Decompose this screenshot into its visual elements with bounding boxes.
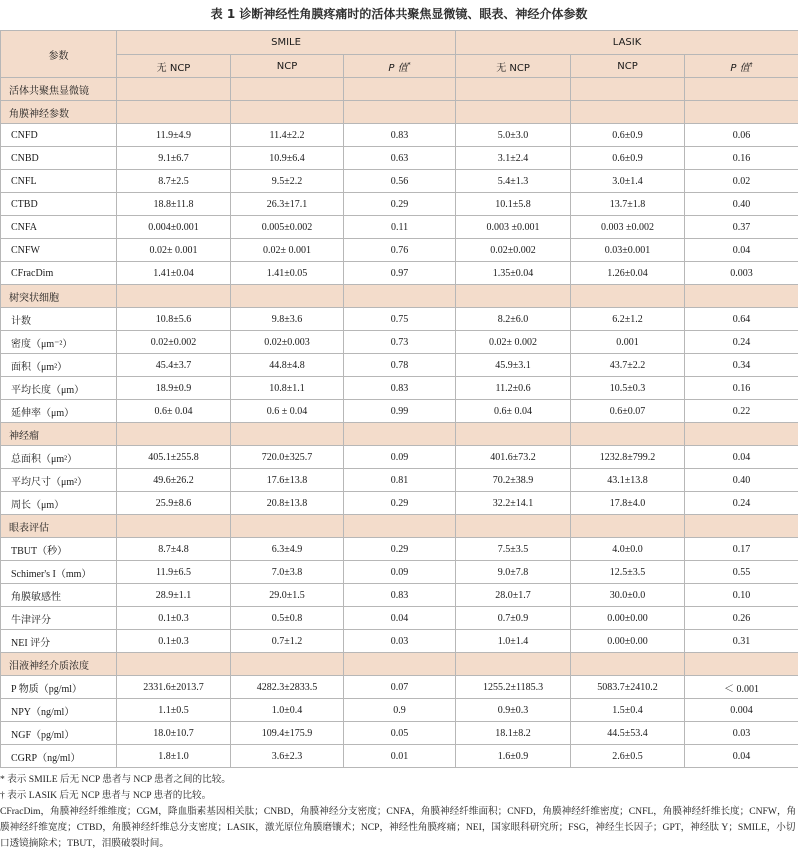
section-title: 神经瘤 — [1, 423, 117, 446]
table-cell: 0.003 ±0.002 — [571, 216, 685, 239]
table-cell: 0.1±0.3 — [117, 607, 231, 630]
table-cell: 0.02± 0.002 — [456, 331, 571, 354]
table-cell: 1232.8±799.2 — [571, 446, 685, 469]
section-blank-cell — [117, 653, 231, 676]
section-title: 眼表评估 — [1, 515, 117, 538]
section-blank-cell — [571, 101, 685, 124]
table-cell: 0.73 — [344, 331, 456, 354]
table-title: 表 1 诊断神经性角膜疼痛时的活体共聚焦显微镜、眼表、神经介体参数 — [0, 5, 798, 22]
section-blank-cell — [117, 101, 231, 124]
header-row-groups — [1, 31, 798, 55]
table-cell: 0.04 — [685, 239, 798, 262]
table-cell: 1.5±0.4 — [571, 699, 685, 722]
table-row — [1, 147, 798, 170]
table-cell: 0.5±0.8 — [231, 607, 344, 630]
table-cell: 0.24 — [685, 492, 798, 515]
table-cell: 0.40 — [685, 193, 798, 216]
table-cell: 7.5±3.5 — [456, 538, 571, 561]
table-cell: 18.1±8.2 — [456, 722, 571, 745]
table-cell: 5083.7±2410.2 — [571, 676, 685, 699]
table-cell: 1.41±0.05 — [231, 262, 344, 285]
table-cell: 0.75 — [344, 308, 456, 331]
table-cell: 44.5±53.4 — [571, 722, 685, 745]
table-cell: 1.26±0.04 — [571, 262, 685, 285]
data-table — [0, 30, 798, 768]
section-blank-cell — [231, 423, 344, 446]
table-cell: 0.03 — [344, 630, 456, 653]
table-notes — [0, 772, 798, 852]
table-cell: 0.9±0.3 — [456, 699, 571, 722]
table-cell: 0.02±0.003 — [231, 331, 344, 354]
section-blank-cell — [344, 423, 456, 446]
table-cell: 4282.3±2833.5 — [231, 676, 344, 699]
table-row — [1, 170, 798, 193]
row-label: CTBD — [1, 193, 117, 216]
table-cell: 109.4±175.9 — [231, 722, 344, 745]
row-label: CNFL — [1, 170, 117, 193]
row-label: 平均尺寸（μm²） — [1, 469, 117, 492]
table-row — [1, 400, 798, 423]
table-cell: 18.9±0.9 — [117, 377, 231, 400]
table-cell: 26.3±17.1 — [231, 193, 344, 216]
header-smile-no-ncp: 无 NCP — [117, 55, 231, 78]
table-row — [1, 745, 798, 768]
row-label: CFracDim — [1, 262, 117, 285]
table-row — [1, 699, 798, 722]
table-cell: 0.02±0.002 — [117, 331, 231, 354]
section-row — [1, 285, 798, 308]
section-blank-cell — [456, 653, 571, 676]
section-blank-cell — [571, 515, 685, 538]
table-row — [1, 676, 798, 699]
row-label: NPY（ng/ml） — [1, 699, 117, 722]
table-cell: 11.4±2.2 — [231, 124, 344, 147]
table-cell: 3.6±2.3 — [231, 745, 344, 768]
table-row — [1, 308, 798, 331]
table-row — [1, 722, 798, 745]
table-cell: 10.5±0.3 — [571, 377, 685, 400]
table-cell: 0.09 — [344, 446, 456, 469]
table-cell: 9.8±3.6 — [231, 308, 344, 331]
section-blank-cell — [344, 285, 456, 308]
table-cell: 0.97 — [344, 262, 456, 285]
table-cell: 0.29 — [344, 492, 456, 515]
table-cell: 0.56 — [344, 170, 456, 193]
table-cell: 10.8±1.1 — [231, 377, 344, 400]
row-label: CNFA — [1, 216, 117, 239]
table-cell: 32.2±14.1 — [456, 492, 571, 515]
row-label: 延伸率（μm） — [1, 400, 117, 423]
table-row — [1, 216, 798, 239]
table-cell: 0.02± 0.001 — [231, 239, 344, 262]
table-cell: 0.26 — [685, 607, 798, 630]
section-blank-cell — [231, 78, 344, 101]
row-label: 周长（μm） — [1, 492, 117, 515]
table-cell: 1.0±0.4 — [231, 699, 344, 722]
table-cell: 0.31 — [685, 630, 798, 653]
table-cell: 0.34 — [685, 354, 798, 377]
table-cell: 3.1±2.4 — [456, 147, 571, 170]
table-body — [1, 78, 798, 768]
section-blank-cell — [231, 285, 344, 308]
note-abbreviations: CFracDim，角膜神经纤维维度；CGM，降血脂素基因相关肽；CNBD，角膜神经分支密度；CNFA，角膜神经纤维面积；CNFD，角膜神经纤维密度；CNFL，角膜神经纤维长度；CNFW，角膜神经纤维宽度；CTBD，角膜神经纤维总分支密度；LASIK，激光原位角膜磨镶术；NCP，神经性角膜疼痛；NEI，国家眼科研究所；FSG，神经生长因子；GPT，神经肽 Y；SMILE，小切口透镜摘除术；TBUT，泪膜破裂时间。 — [0, 804, 798, 852]
table-cell: 28.0±1.7 — [456, 584, 571, 607]
table-cell: 17.8±4.0 — [571, 492, 685, 515]
section-blank-cell — [231, 653, 344, 676]
table-cell: 1255.2±1185.3 — [456, 676, 571, 699]
header-lasik: LASIK — [456, 31, 798, 55]
section-blank-cell — [685, 285, 798, 308]
section-title: 活体共聚焦显微镜 — [1, 78, 117, 101]
table-cell: 0.03 — [685, 722, 798, 745]
table-cell: 0.83 — [344, 377, 456, 400]
table-cell: 1.0±1.4 — [456, 630, 571, 653]
section-blank-cell — [231, 101, 344, 124]
table-cell: 0.81 — [344, 469, 456, 492]
p-mark-smile: * — [408, 61, 411, 68]
table-cell: 2331.6±2013.7 — [117, 676, 231, 699]
section-blank-cell — [344, 78, 456, 101]
section-title: 泪液神经介质浓度 — [1, 653, 117, 676]
table-cell: 1.6±0.9 — [456, 745, 571, 768]
section-blank-cell — [344, 653, 456, 676]
table-cell: 0.99 — [344, 400, 456, 423]
section-row — [1, 101, 798, 124]
section-blank-cell — [685, 515, 798, 538]
table-cell: 5.4±1.3 — [456, 170, 571, 193]
p-value-label: P 值 — [388, 63, 407, 74]
table-cell: 0.16 — [685, 377, 798, 400]
section-blank-cell — [571, 423, 685, 446]
header-smile-ncp: NCP — [231, 55, 344, 78]
row-label: NEI 评分 — [1, 630, 117, 653]
table-cell: 0.02±0.002 — [456, 239, 571, 262]
table-row — [1, 538, 798, 561]
table-cell: 11.9±4.9 — [117, 124, 231, 147]
section-blank-cell — [456, 515, 571, 538]
table-cell: 0.04 — [685, 446, 798, 469]
table-cell: 5.0±3.0 — [456, 124, 571, 147]
table-row — [1, 354, 798, 377]
table-cell: 0.00±0.00 — [571, 630, 685, 653]
section-blank-cell — [685, 423, 798, 446]
table-cell: 1.8±1.0 — [117, 745, 231, 768]
table-row — [1, 331, 798, 354]
row-label: 牛津评分 — [1, 607, 117, 630]
table-cell: 0.6 ± 0.04 — [231, 400, 344, 423]
header-lasik-p — [685, 55, 798, 78]
table-cell: 0.04 — [685, 745, 798, 768]
table-row — [1, 561, 798, 584]
table-cell: 0.004±0.001 — [117, 216, 231, 239]
row-label: Schimer's I（mm） — [1, 561, 117, 584]
table-cell: 0.01 — [344, 745, 456, 768]
table-cell: 11.9±6.5 — [117, 561, 231, 584]
table-cell: 6.2±1.2 — [571, 308, 685, 331]
table-cell: 0.83 — [344, 124, 456, 147]
table-cell: 0.63 — [344, 147, 456, 170]
table-cell: 45.9±3.1 — [456, 354, 571, 377]
section-blank-cell — [456, 423, 571, 446]
table-cell: 0.001 — [571, 331, 685, 354]
table-row — [1, 584, 798, 607]
row-label: CNBD — [1, 147, 117, 170]
table-cell: 45.4±3.7 — [117, 354, 231, 377]
table-cell: 8.2±6.0 — [456, 308, 571, 331]
table-cell: 0.06 — [685, 124, 798, 147]
table-cell: 43.1±13.8 — [571, 469, 685, 492]
table-cell: 1.41±0.04 — [117, 262, 231, 285]
table-row — [1, 239, 798, 262]
table-cell: 0.24 — [685, 331, 798, 354]
section-blank-cell — [117, 285, 231, 308]
p-mark-lasik: † — [750, 61, 753, 68]
section-blank-cell — [231, 515, 344, 538]
section-blank-cell — [344, 101, 456, 124]
table-cell: 18.0±10.7 — [117, 722, 231, 745]
table-cell: 49.6±26.2 — [117, 469, 231, 492]
row-label: CNFD — [1, 124, 117, 147]
table-cell: 13.7±1.8 — [571, 193, 685, 216]
header-lasik-no-ncp: 无 NCP — [456, 55, 571, 78]
table-cell: 720.0±325.7 — [231, 446, 344, 469]
table-cell: 405.1±255.8 — [117, 446, 231, 469]
table-cell: 10.8±5.6 — [117, 308, 231, 331]
table-row — [1, 469, 798, 492]
table-cell: 0.55 — [685, 561, 798, 584]
table-cell: 10.9±6.4 — [231, 147, 344, 170]
table-cell: 7.0±3.8 — [231, 561, 344, 584]
table-cell: 18.8±11.8 — [117, 193, 231, 216]
table-cell: 0.37 — [685, 216, 798, 239]
section-blank-cell — [456, 101, 571, 124]
header-smile: SMILE — [117, 31, 456, 55]
table-cell: 0.16 — [685, 147, 798, 170]
table-cell: 0.78 — [344, 354, 456, 377]
table-cell: 70.2±38.9 — [456, 469, 571, 492]
table-cell: 9.0±7.8 — [456, 561, 571, 584]
section-blank-cell — [117, 78, 231, 101]
section-row — [1, 423, 798, 446]
row-label: 密度（μm⁻²） — [1, 331, 117, 354]
section-blank-cell — [571, 78, 685, 101]
note-smile: * 表示 SMILE 后无 NCP 患者与 NCP 患者之间的比较。 — [0, 772, 798, 788]
table-cell: 0.83 — [344, 584, 456, 607]
table-cell: 0.09 — [344, 561, 456, 584]
table-cell: 2.6±0.5 — [571, 745, 685, 768]
table-cell: 0.7±1.2 — [231, 630, 344, 653]
row-label: 平均长度（μm） — [1, 377, 117, 400]
table-cell: 11.2±0.6 — [456, 377, 571, 400]
table-cell: 0.6±0.9 — [571, 147, 685, 170]
table-cell: 4.0±0.0 — [571, 538, 685, 561]
table-row — [1, 607, 798, 630]
section-blank-cell — [685, 653, 798, 676]
row-label: CNFW — [1, 239, 117, 262]
row-label: TBUT（秒） — [1, 538, 117, 561]
table-cell: ＜ 0.001 — [685, 676, 798, 699]
table-cell: 28.9±1.1 — [117, 584, 231, 607]
table-row — [1, 377, 798, 400]
table-cell: 6.3±4.9 — [231, 538, 344, 561]
table-cell: 0.6± 0.04 — [117, 400, 231, 423]
header-lasik-ncp: NCP — [571, 55, 685, 78]
table-cell: 17.6±13.8 — [231, 469, 344, 492]
table-cell: 12.5±3.5 — [571, 561, 685, 584]
table-cell: 3.0±1.4 — [571, 170, 685, 193]
table-cell: 0.05 — [344, 722, 456, 745]
row-label: 面积（μm²） — [1, 354, 117, 377]
section-title: 角膜神经参数 — [1, 101, 117, 124]
table-cell: 0.004 — [685, 699, 798, 722]
header-param: 参数 — [1, 31, 117, 78]
table-cell: 0.04 — [344, 607, 456, 630]
section-blank-cell — [117, 515, 231, 538]
table-row — [1, 492, 798, 515]
table-cell: 30.0±0.0 — [571, 584, 685, 607]
table-cell: 25.9±8.6 — [117, 492, 231, 515]
row-label: P 物质（pg/ml） — [1, 676, 117, 699]
table-cell: 8.7±2.5 — [117, 170, 231, 193]
table-row — [1, 262, 798, 285]
table-cell: 9.1±6.7 — [117, 147, 231, 170]
table-cell: 0.10 — [685, 584, 798, 607]
table-cell: 401.6±73.2 — [456, 446, 571, 469]
section-row — [1, 515, 798, 538]
table-cell: 9.5±2.2 — [231, 170, 344, 193]
table-cell: 0.02 — [685, 170, 798, 193]
table-cell: 0.17 — [685, 538, 798, 561]
table-cell: 0.64 — [685, 308, 798, 331]
table-cell: 0.11 — [344, 216, 456, 239]
section-row — [1, 78, 798, 101]
table-cell: 0.00±0.00 — [571, 607, 685, 630]
table-cell: 0.1±0.3 — [117, 630, 231, 653]
table-cell: 0.6± 0.04 — [456, 400, 571, 423]
table-row — [1, 193, 798, 216]
table-cell: 29.0±1.5 — [231, 584, 344, 607]
header-smile-p — [344, 55, 456, 78]
header-row-columns — [1, 55, 798, 78]
row-label: NGF（pg/ml） — [1, 722, 117, 745]
section-blank-cell — [685, 101, 798, 124]
table-cell: 20.8±13.8 — [231, 492, 344, 515]
table-cell: 0.76 — [344, 239, 456, 262]
section-row — [1, 653, 798, 676]
section-title: 树突状细胞 — [1, 285, 117, 308]
table-row — [1, 630, 798, 653]
table-cell: 1.1±0.5 — [117, 699, 231, 722]
table-cell: 0.29 — [344, 193, 456, 216]
table-cell: 0.02± 0.001 — [117, 239, 231, 262]
row-label: CGRP（ng/ml） — [1, 745, 117, 768]
table-cell: 0.7±0.9 — [456, 607, 571, 630]
table-cell: 43.7±2.2 — [571, 354, 685, 377]
table-cell: 0.29 — [344, 538, 456, 561]
row-label: 计数 — [1, 308, 117, 331]
row-label: 总面积（μm²） — [1, 446, 117, 469]
p-value-label: P 值 — [730, 63, 749, 74]
table-cell: 0.07 — [344, 676, 456, 699]
table-cell: 0.6±0.9 — [571, 124, 685, 147]
section-blank-cell — [571, 285, 685, 308]
table-row — [1, 124, 798, 147]
table-row — [1, 446, 798, 469]
table-cell: 1.35±0.04 — [456, 262, 571, 285]
table-cell: 0.003 — [685, 262, 798, 285]
section-blank-cell — [456, 78, 571, 101]
table-cell: 0.03±0.001 — [571, 239, 685, 262]
section-blank-cell — [344, 515, 456, 538]
section-blank-cell — [571, 653, 685, 676]
table-cell: 0.6±0.07 — [571, 400, 685, 423]
table-cell: 0.005±0.002 — [231, 216, 344, 239]
table-cell: 44.8±4.8 — [231, 354, 344, 377]
table-cell: 0.40 — [685, 469, 798, 492]
row-label: 角膜敏感性 — [1, 584, 117, 607]
table-cell: 0.22 — [685, 400, 798, 423]
table-cell: 8.7±4.8 — [117, 538, 231, 561]
section-blank-cell — [685, 78, 798, 101]
section-blank-cell — [117, 423, 231, 446]
table-cell: 10.1±5.8 — [456, 193, 571, 216]
note-lasik: † 表示 LASIK 后无 NCP 患者与 NCP 患者的比较。 — [0, 788, 798, 804]
table-cell: 0.9 — [344, 699, 456, 722]
table-cell: 0.003 ±0.001 — [456, 216, 571, 239]
section-blank-cell — [456, 285, 571, 308]
